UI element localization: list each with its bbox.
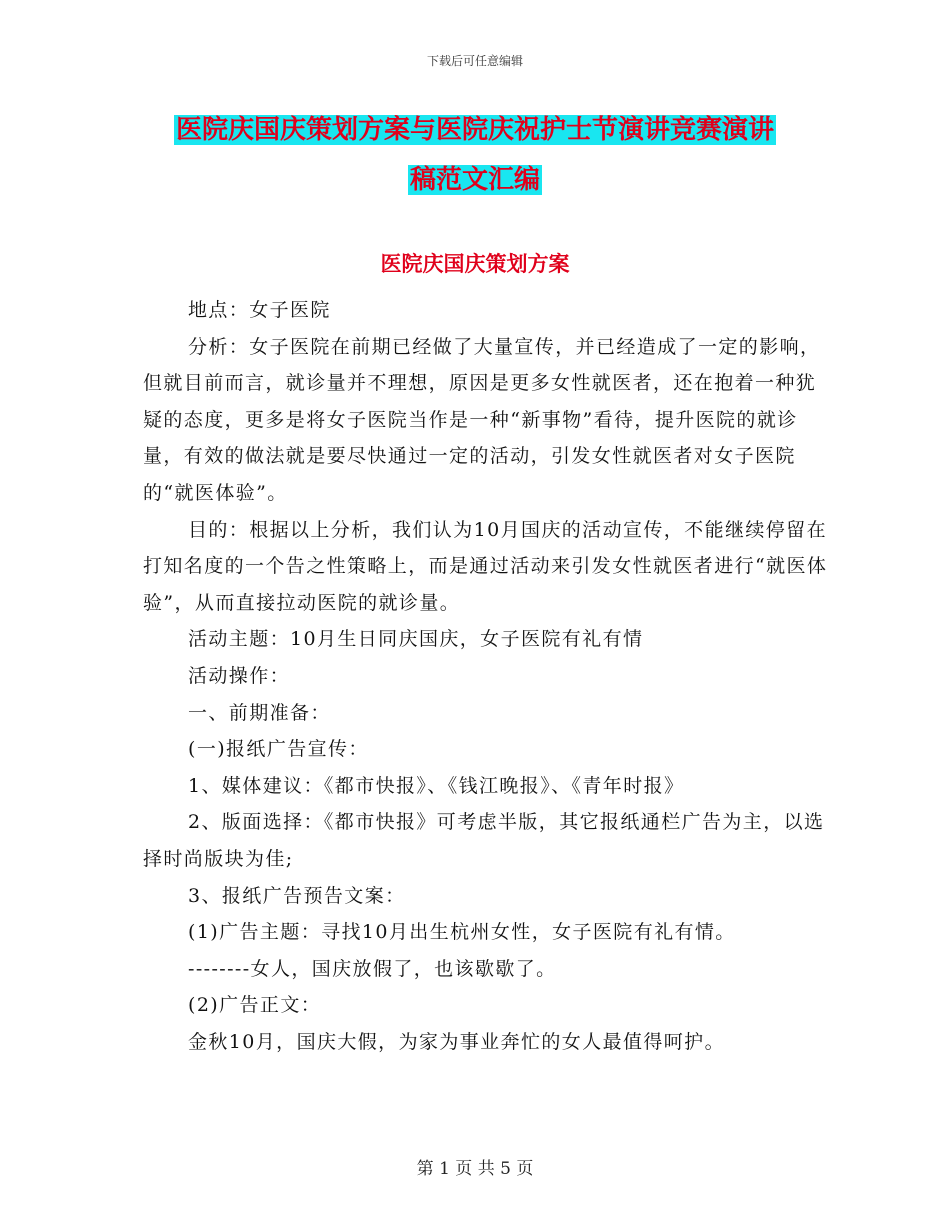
paragraph: 2、版面选择：《都市快报》可考虑半版，其它报纸通栏广告为主，以选择时尚版块为佳; (143, 811, 825, 870)
paragraph: 一、前期准备： (188, 701, 331, 724)
paragraph: (2)广告正文： (188, 994, 322, 1017)
paragraph: (一)报纸广告宣传： (188, 738, 369, 761)
paragraph: 金秋10月，国庆大假，为家为事业奔忙的女人最值得呵护。 (188, 1030, 725, 1053)
title-line-2: 稿范文汇编 (409, 165, 540, 195)
header-note: 下载后可任意编辑 (426, 54, 523, 68)
paragraph: 分析：女子医院在前期已经做了大量宣传，并已经造成了一定的影响，但就目前而言，就诊量并不理想，原因是更多女性就医者，还在抱着一种犹疑的态度，更多是将女子医院当作是一种“新事物”看待，提升医院的就诊量，有效的做法就是要尽快通过一定的活动，引发女性就医者对女子医院的“就医体验”。 (143, 335, 821, 504)
body-text (143, 292, 833, 1060)
paragraph: 1、媒体建议：《都市快报》、《钱江晚报》、《青年时报》 (188, 774, 685, 797)
paragraph: 地点：女子医院 (188, 299, 331, 321)
paragraph: (1)广告主题：寻找10月出生杭州女性，女子医院有礼有情。 (188, 921, 736, 944)
paragraph: 活动主题：10月生日同庆国庆，女子医院有礼有情 (188, 628, 644, 651)
paragraph: 3、报纸广告预告文案： (188, 884, 406, 907)
title-line-1: 医院庆国庆策划方案与医院庆祝护士节演讲竞赛演讲 (175, 115, 774, 145)
paragraph: 目的：根据以上分析，我们认为10月国庆的活动宣传，不能继续停留在打知名度的一个告之性策略上，而是通过活动来引发女性就医者进行“就医体验”，从而直接拉动医院的就诊量。 (143, 518, 828, 614)
page-footer: 第 1 页 共 5 页 (416, 1159, 534, 1179)
paragraph: 活动操作： (188, 664, 291, 687)
paragraph: --------女人，国庆放假了，也该歇歇了。 (188, 957, 557, 980)
section-heading: 医院庆国庆策划方案 (380, 252, 570, 276)
document-title (0, 108, 950, 208)
